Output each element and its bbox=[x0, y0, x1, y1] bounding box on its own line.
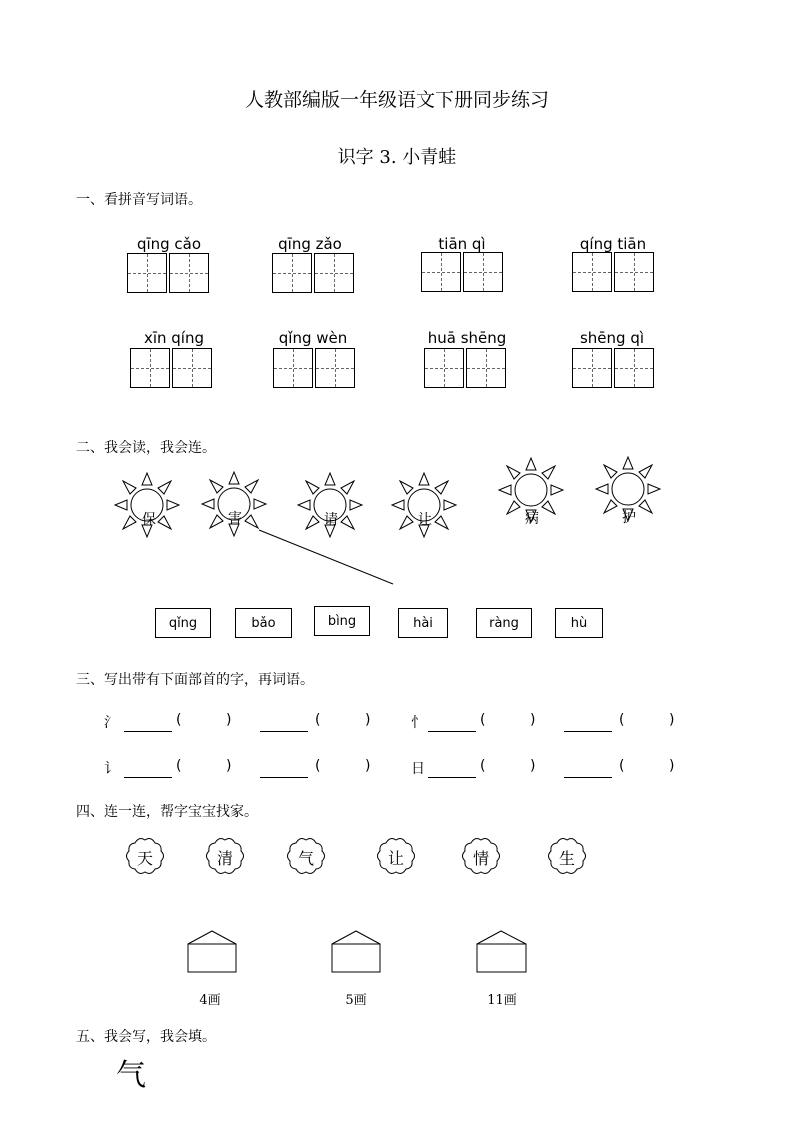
writing-grid[interactable] bbox=[424, 348, 508, 390]
blank-line[interactable] bbox=[260, 713, 308, 732]
house-icon bbox=[332, 931, 380, 972]
grid-cell[interactable] bbox=[130, 348, 170, 388]
radical-label: 忄 bbox=[411, 715, 425, 731]
bubble-character[interactable]: 清 bbox=[216, 849, 233, 868]
writing-grid[interactable] bbox=[421, 252, 505, 294]
grid-cell[interactable] bbox=[314, 253, 354, 293]
pinyin-label: qǐng wèn bbox=[278, 329, 348, 347]
blank-line[interactable] bbox=[564, 713, 612, 732]
pinyin-card[interactable]: ràng bbox=[476, 608, 532, 638]
grid-cell[interactable] bbox=[463, 252, 503, 292]
pinyin-card[interactable]: qǐng bbox=[155, 608, 211, 638]
house-icon bbox=[188, 931, 236, 972]
house-icon bbox=[477, 931, 526, 972]
section4-heading: 四、连一连，帮字宝宝找家。 bbox=[76, 804, 258, 820]
sun-character[interactable]: 病 bbox=[525, 511, 539, 527]
stroke-count-label: 11画 bbox=[487, 993, 517, 1008]
answer-parentheses[interactable]: ( ) bbox=[315, 712, 371, 728]
pinyin-card[interactable]: bǎo bbox=[235, 608, 292, 638]
section3-heading: 三、写出带有下面部首的字，再词语。 bbox=[76, 672, 314, 688]
answer-parentheses[interactable]: ( ) bbox=[315, 758, 371, 774]
grid-cell[interactable] bbox=[273, 348, 313, 388]
answer-parentheses[interactable]: ( ) bbox=[480, 712, 536, 728]
bubble-character[interactable]: 让 bbox=[387, 849, 404, 868]
blank-line[interactable] bbox=[428, 759, 476, 778]
pinyin-card[interactable]: bìng bbox=[314, 606, 370, 636]
bubble-character[interactable]: 生 bbox=[558, 849, 575, 868]
stroke-count-label: 5画 bbox=[345, 993, 367, 1008]
grid-cell[interactable] bbox=[614, 252, 654, 292]
answer-parentheses[interactable]: ( ) bbox=[619, 758, 675, 774]
sun-character[interactable]: 保 bbox=[142, 512, 156, 528]
grid-cell[interactable] bbox=[169, 253, 209, 293]
radical-label: 日 bbox=[411, 761, 425, 777]
section1-heading: 一、看拼音写词语。 bbox=[76, 192, 202, 208]
grid-cell[interactable] bbox=[172, 348, 212, 388]
grid-cell[interactable] bbox=[572, 252, 612, 292]
bubble-character[interactable]: 天 bbox=[136, 849, 153, 868]
grid-cell[interactable] bbox=[572, 348, 612, 388]
answer-parentheses[interactable]: ( ) bbox=[619, 712, 675, 728]
radical-label: 讠 bbox=[104, 761, 118, 777]
bubble-character[interactable]: 情 bbox=[472, 849, 489, 868]
stroke-count-label: 4画 bbox=[199, 993, 221, 1008]
answer-parentheses[interactable]: ( ) bbox=[480, 758, 536, 774]
suns-layer bbox=[0, 455, 794, 545]
writing-grid[interactable] bbox=[572, 348, 656, 390]
houses-layer bbox=[0, 925, 794, 980]
practice-character: 气 bbox=[116, 1058, 146, 1093]
blank-line[interactable] bbox=[260, 759, 308, 778]
pinyin-label: xīn qíng bbox=[143, 329, 205, 347]
bubble-character[interactable]: 气 bbox=[297, 849, 314, 868]
pinyin-label: qīng cǎo bbox=[136, 235, 202, 253]
section2-heading: 二、我会读，我会连。 bbox=[76, 440, 216, 456]
sun-character[interactable]: 护 bbox=[622, 510, 636, 526]
grid-cell[interactable] bbox=[421, 252, 461, 292]
grid-cell[interactable] bbox=[272, 253, 312, 293]
grid-cell[interactable] bbox=[424, 348, 464, 388]
pinyin-card[interactable]: hù bbox=[555, 608, 603, 638]
blank-line[interactable] bbox=[428, 713, 476, 732]
writing-grid[interactable] bbox=[272, 253, 356, 295]
grid-cell[interactable] bbox=[315, 348, 355, 388]
section5-heading: 五、我会写，我会填。 bbox=[76, 1029, 216, 1045]
sun-character[interactable]: 让 bbox=[418, 512, 432, 528]
writing-grid[interactable] bbox=[127, 253, 211, 295]
grid-cell[interactable] bbox=[127, 253, 167, 293]
page-title: 人教部编版一年级语文下册同步练习 bbox=[244, 89, 549, 111]
sun-character[interactable]: 请 bbox=[324, 512, 338, 528]
grid-cell[interactable] bbox=[614, 348, 654, 388]
answer-parentheses[interactable]: ( ) bbox=[176, 758, 232, 774]
blank-line[interactable] bbox=[564, 759, 612, 778]
pinyin-label: qíng tiān bbox=[579, 235, 647, 253]
sun-character[interactable]: 害 bbox=[228, 511, 242, 527]
radical-label: 氵 bbox=[104, 715, 118, 731]
pinyin-label: huā shēng bbox=[427, 329, 507, 347]
writing-grid[interactable] bbox=[572, 252, 656, 294]
writing-grid[interactable] bbox=[273, 348, 357, 390]
pinyin-label: shēng qì bbox=[579, 329, 645, 347]
writing-grid[interactable] bbox=[130, 348, 214, 390]
grid-cell[interactable] bbox=[466, 348, 506, 388]
lesson-subtitle: 识字 3. 小青蛙 bbox=[337, 147, 457, 168]
pinyin-label: tiān qì bbox=[438, 235, 486, 253]
blank-line[interactable] bbox=[124, 759, 172, 778]
pinyin-card[interactable]: hài bbox=[398, 608, 448, 638]
pinyin-label: qīng zǎo bbox=[278, 235, 342, 253]
blank-line[interactable] bbox=[124, 713, 172, 732]
answer-parentheses[interactable]: ( ) bbox=[176, 712, 232, 728]
